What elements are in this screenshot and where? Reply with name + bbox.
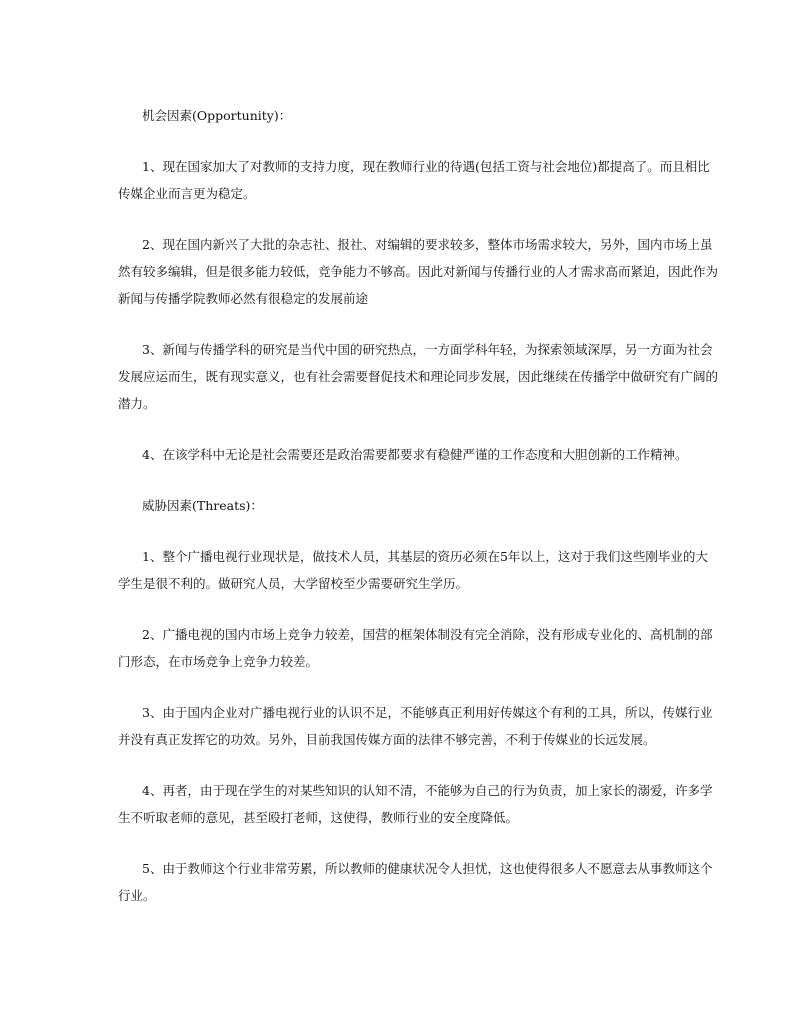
opportunity-item-4 [118,441,688,468]
threats-heading: 威胁因素(Threats)： [142,498,263,513]
paragraph-line: 门形态，在市场竞争上竞争力较差。 [118,654,319,669]
paragraph-line: 学生是很不利的。做研究人员，大学留校至少需要研究生学历。 [118,576,469,591]
document-page [118,102,719,933]
paragraph-line: 3、由于国内企业对广播电视行业的认识不足，不能够真正利用好传媒这个有利的工具，所以，传媒行业 [142,705,713,720]
paragraph-line: 然有较多编辑，但是很多能力较低，竞争能力不够高。因此对新闻与传播行业的人才需求高而紧迫，因此作为 [118,264,719,279]
paragraph-line: 4、再者，由于现在学生的对某些知识的认知不清，不能够为自己的行为负责，加上家长的溺爱，许多学 [142,783,713,798]
paragraph-line: 行业。 [118,888,156,903]
paragraph-line: 传媒企业而言更为稳定。 [118,186,256,201]
threat-item-1 [118,543,708,597]
paragraph-line: 3、新闻与传播学科的研究是当代中国的研究热点，一方面学科年轻，为探索领域深厚，另一方面为社会 [142,342,713,357]
opportunity-item-1 [118,153,710,207]
paragraph-line: 潜力。 [118,396,156,411]
threat-item-3 [118,699,713,753]
paragraph-line: 发展应运而生，既有现实意义，也有社会需要督促技术和理论同步发展，因此继续在传播学中做研究有广阔的 [118,369,719,384]
paragraph-line: 2、广播电视的国内市场上竞争力较差，国营的框架体制没有完全消除，没有形成专业化的、高机制的部 [142,627,713,642]
threat-item-5 [118,855,713,909]
paragraph-line: 2、现在国内新兴了大批的杂志社、报社、对编辑的要求较多，整体市场需求较大，另外，国内市场上虽 [142,237,713,252]
opportunity-item-2 [118,231,719,312]
opportunity-heading: 机会因素(Opportunity)： [142,108,292,123]
paragraph-line: 5、由于教师这个行业非常劳累，所以教师的健康状况令人担忧，这也使得很多人不愿意去从事教师这个 [142,861,713,876]
threat-item-4 [118,777,713,831]
threat-item-2 [118,621,713,675]
paragraph-line: 生不听取老师的意见，甚至殴打老师，这使得，教师行业的安全度降低。 [118,810,519,825]
paragraph-line: 新闻与传播学院教师必然有很稳定的发展前途 [118,291,369,306]
paragraph-line: 并没有真正发挥它的功效。另外，目前我国传媒方面的法律不够完善，不利于传媒业的长远发展。 [118,732,656,747]
opportunity-item-3 [118,336,719,417]
paragraph-line: 1、整个广播电视行业现状是，做技术人员，其基层的资历必须在5年以上，这对于我们这些刚毕业的大 [142,549,708,564]
paragraph-line: 4、在该学科中无论是社会需要还是政治需要都要求有稳健严谨的工作态度和大胆创新的工作精神。 [142,447,688,462]
paragraph-line: 1、现在国家加大了对教师的支持力度，现在教师行业的待遇(包括工资与社会地位)都提高了。而且相比 [142,159,710,174]
